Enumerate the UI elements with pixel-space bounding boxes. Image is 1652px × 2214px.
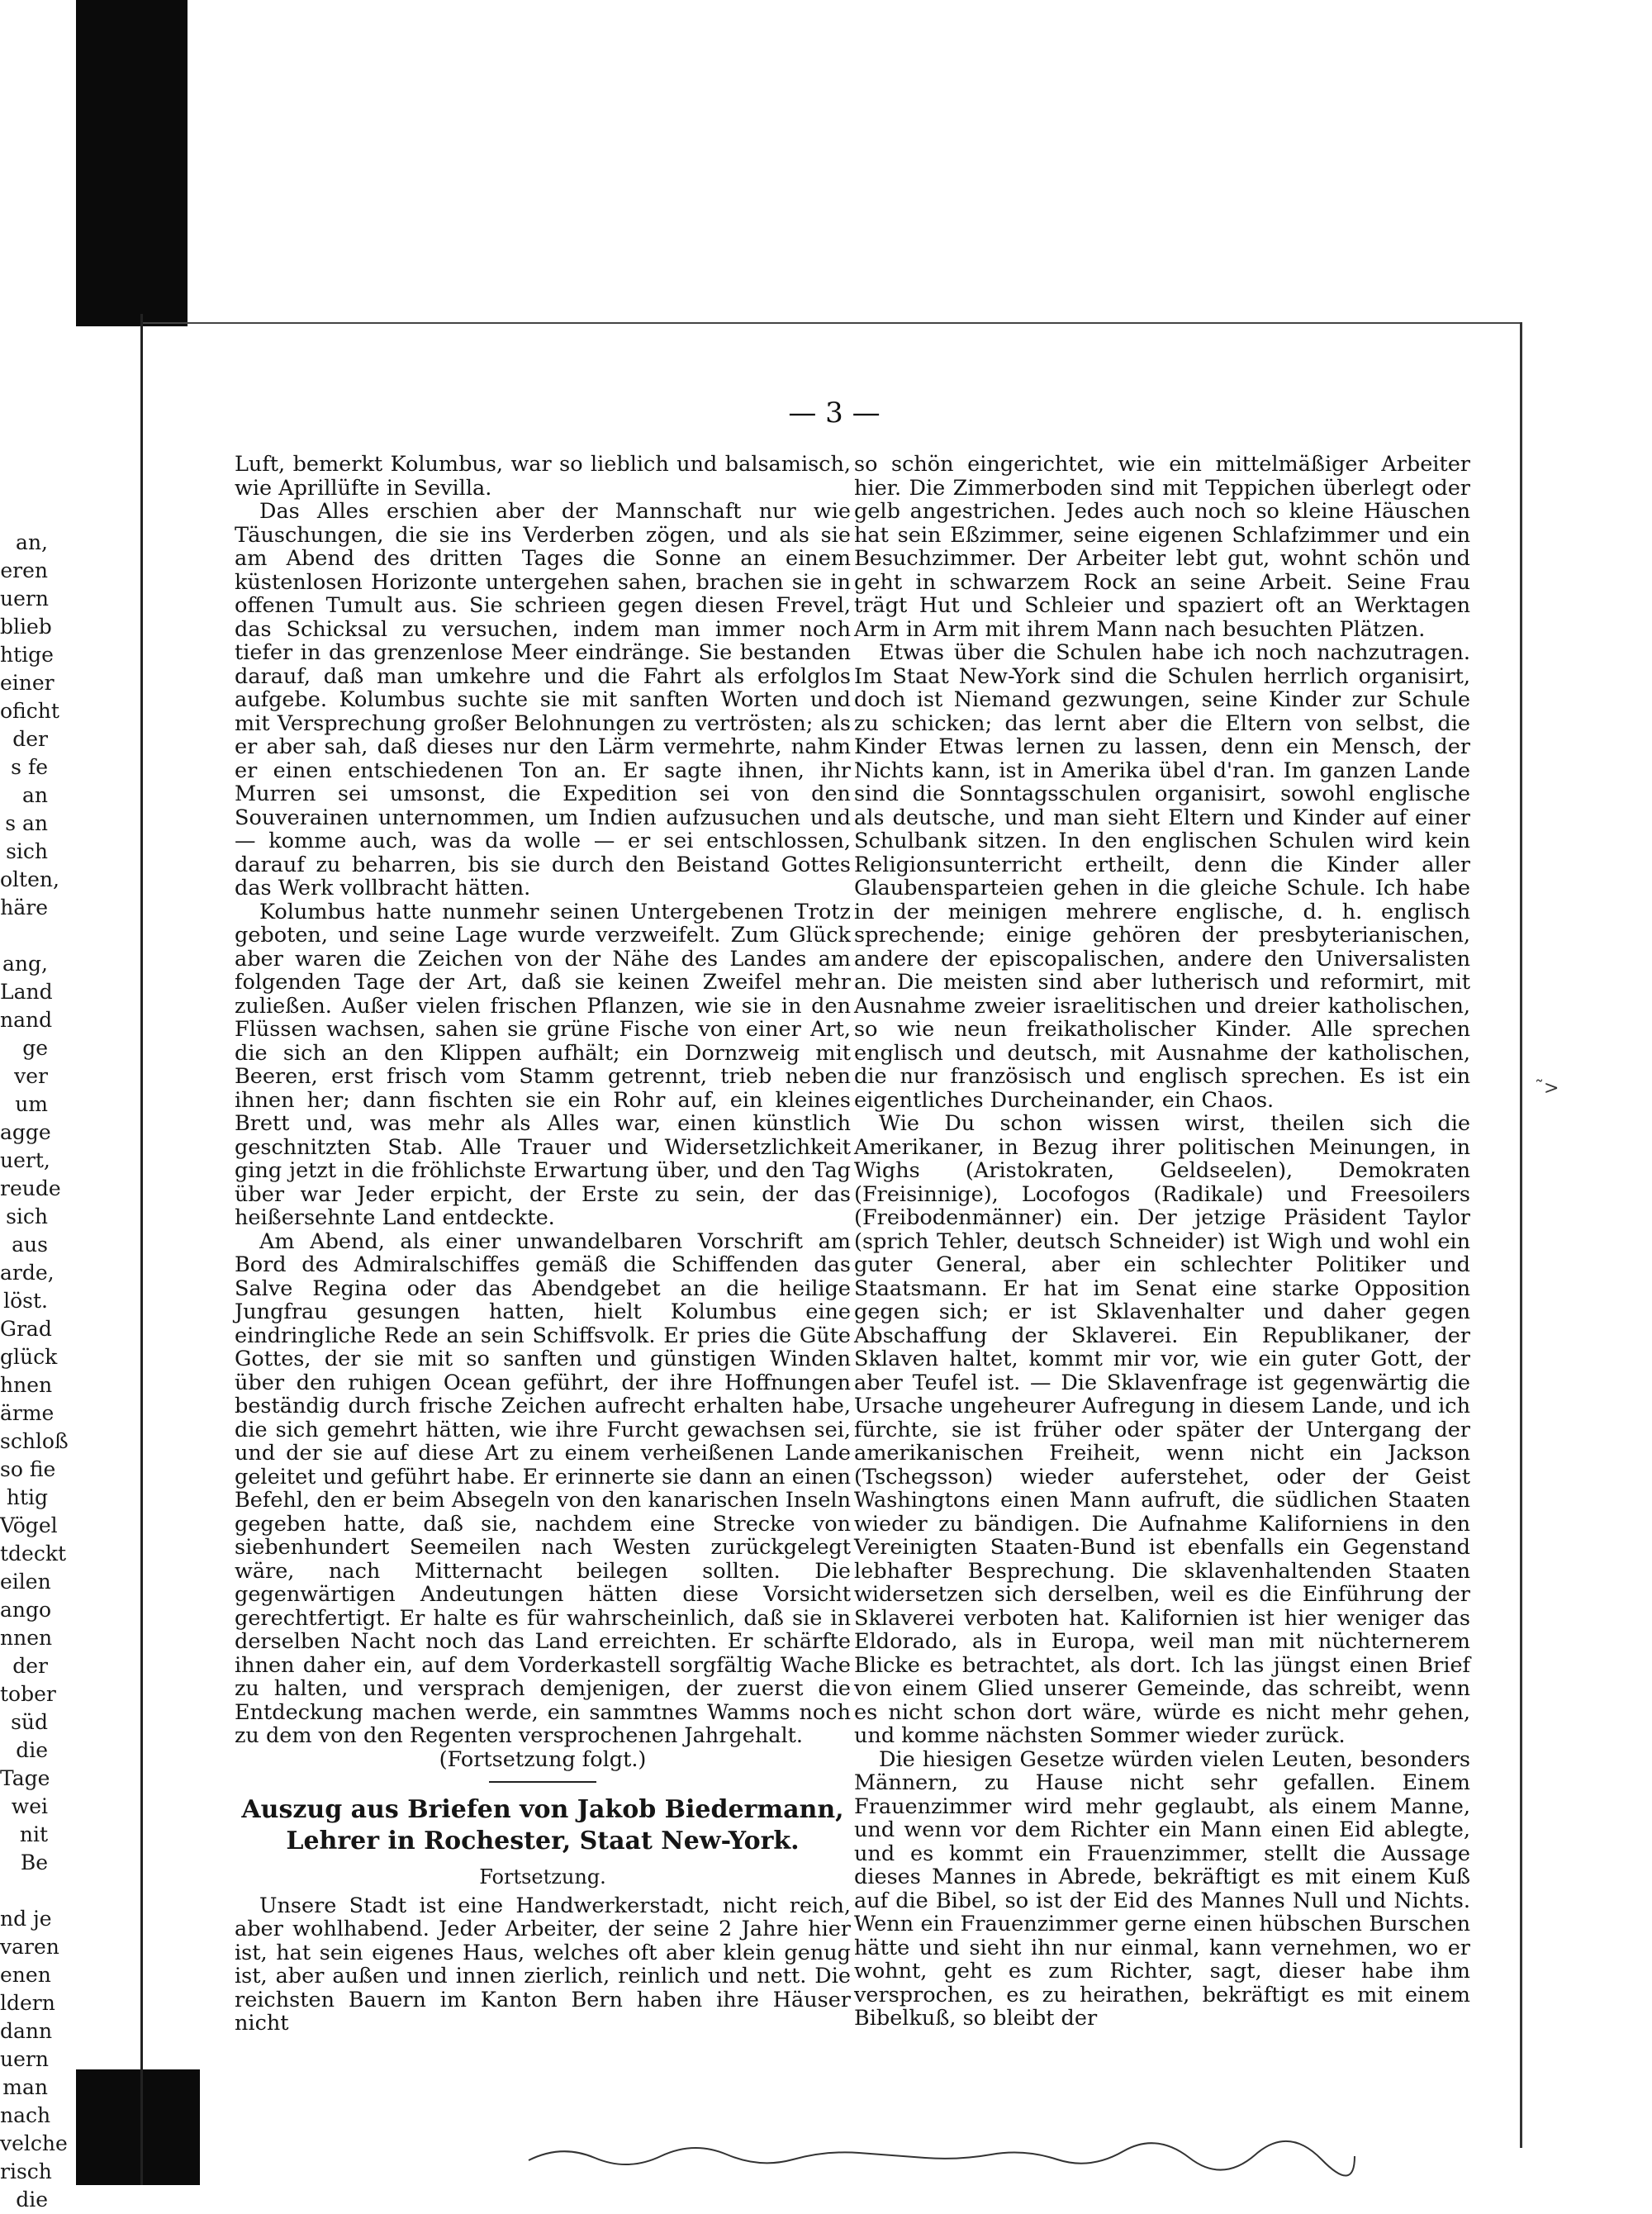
fragment-line: nd je — [0, 1907, 52, 1931]
fragment-line: häre — [0, 896, 48, 919]
left-column — [235, 453, 851, 2036]
fragment-line: ang, — [2, 952, 48, 976]
fragment-line: schloß — [0, 1429, 69, 1453]
fragment-line: die — [16, 2188, 48, 2212]
paragraph: Etwas über die Schulen habe ich noch nachzutragen. Im Staat New-York sind die Schulen herrlich organisirt, doch ist Niemand gezwungen, seine Kinder zur Schule zu schicken; das lernt aber die Eltern von selbst, die Kinder Etwas lernen zu lassen, denn ein Mensch, der Nichts kann, ist in Amerika übel d'ran. Im ganzen Lande sind die Sonntagsschulen organisirt, sowohl englische als deutsche, und man sieht Eltern und Kinder auf einer Schulbank sitzen. In den englischen Schulen wird kein Religionsunterricht ertheilt, denn die Kinder aller Glaubensparteien gehen in die gleiche Schule. Ich habe in der meinigen mehrere englische, d. h. englisch sprechende; einige gehören der presbyterianischen, andere der episcopalischen, andere den Universalisten an. Die meisten sind aber lutherisch und reformirt, mit Ausnahme zweier israelitischen und dreier katholischen, so wie neun freikatholischer Kinder. Alle sprechen englisch und deutsch, mit Ausnahme der katholischen, die nur französisch und englisch sprechen. Es ist ein eigentliches Durcheinander, ein Chaos. — [854, 640, 1470, 1113]
fragment-line: eren — [0, 558, 48, 582]
fragment-line: ldern — [0, 1991, 55, 2015]
fragment-line: eilen — [0, 1570, 51, 1594]
fragment-gap — [0, 922, 48, 950]
fragment-line: Land — [0, 980, 53, 1004]
fragment-line: so fie — [0, 1457, 56, 1481]
fragment-line: olten, — [0, 867, 59, 891]
fragment-line: uern — [0, 587, 49, 611]
section-divider — [489, 1781, 596, 1783]
paragraph: Unsere Stadt ist eine Handwerkerstadt, nicht reich, aber wohlhabend. Jeder Arbeiter, der seine 2 Jahre hier ist, hat sein eigenes Haus, welches oft aber klein genug ist, aber außen und innen zierlich, reinlich und nett. Die reichsten Bauern im Kanton Bern haben ihre Häuser nicht — [235, 1893, 851, 2036]
fragment-line: Be — [20, 1851, 48, 1874]
fragment-line: sich — [6, 839, 48, 863]
fragment-line: die — [16, 1738, 48, 1762]
page-spine — [140, 314, 143, 2185]
margin-mark: ˜> — [1535, 1078, 1559, 1099]
fragment-line: htige — [0, 643, 54, 667]
fragment-line: nit — [19, 1822, 48, 1846]
fragment-line: tdeckt — [0, 1542, 67, 1565]
fragment-line: nnen — [0, 1626, 53, 1650]
fragment-line: risch — [0, 2159, 52, 2183]
fragment-line: sich — [6, 1204, 48, 1228]
scan-border-top — [76, 0, 188, 326]
fragment-line: s fe — [11, 755, 48, 779]
fragment-line: der — [12, 727, 48, 751]
fragment-line: süd — [11, 1710, 48, 1734]
fragment-line: velche — [0, 2131, 68, 2155]
facing-page-fragments — [0, 529, 69, 2214]
paragraph: Luft, bemerkt Kolumbus, war so lieblich und balsamisch, wie Aprillüfte in Sevilla. — [235, 452, 851, 501]
fragment-line: glück — [0, 1345, 58, 1369]
fragment-line: wei — [11, 1794, 48, 1818]
fragment-line: reude — [0, 1176, 61, 1200]
fragment-line: man — [2, 2075, 48, 2099]
fragment-line: varen — [0, 1935, 59, 1959]
fragment-line: löst. — [3, 1289, 48, 1313]
fragment-line: ango — [0, 1598, 52, 1622]
fragment-line: uert, — [0, 1148, 50, 1172]
fragment-line: aus — [12, 1233, 48, 1257]
fragment-line: einer — [0, 671, 55, 695]
page-edge-right — [1520, 322, 1522, 2148]
article-heading: Auszug aus Briefen von Jakob Biedermann, Lehrer in Rochester, Staat New-York. — [241, 1795, 844, 1855]
fragment-line: s an — [5, 811, 48, 835]
fragment-line: der — [12, 1654, 48, 1678]
fragment-line: ärme — [0, 1401, 55, 1425]
fragment-gap — [0, 1877, 48, 1905]
fragment-line: tober — [0, 1682, 56, 1706]
fragment-line: uern — [0, 2047, 49, 2071]
fragment-line: ge — [22, 1036, 48, 1060]
fragment-line: agge — [0, 1120, 51, 1144]
fragment-line: Tage — [0, 1766, 50, 1790]
article-subheading: Fortsetzung. — [479, 1865, 606, 1889]
paragraph: Das Alles erschien aber der Mannschaft nur wie Täuschungen, die sie ins Verderben zögen, und als sie am Abend des dritten Tages die Sonne an einem küstenlosen Horizonte untergehen sahen, brachen sie in offenen Tumult aus. Sie schrieen gegen diesen Frevel, das Schicksal zu versuchen, indem man immer noch tiefer in das grenzenlose Meer eindränge. Sie bestanden darauf, daß man umkehre und die Fahrt als erfolglos aufgebe. Kolumbus suchte sie mit sanften Worten und mit Versprechung großer Belohnungen zu vertrösten; als er aber sah, daß dieses nur den Lärm vermehrte, nahm er einen entschiedenen Ton an. Er sagte ihnen, ihr Murren sei umsonst, die Expedition sei von den Souverainen unternommen, um Indien aufzusuchen und — komme auch, was da wolle — er sei entschlossen, darauf zu beharren, bis sie durch den Beistand Gottes das Werk vollbracht hätten. — [235, 499, 851, 900]
paragraph: so schön eingerichtet, wie ein mittelmäßiger Arbeiter hier. Die Zimmerboden sind mit Teppichen überlegt oder gelb angestrichen. Jedes auch noch so kleine Häuschen hat sein Eßzimmer, seine eigenen Schlafzimmer und ein Besuchzimmer. Der Arbeiter lebt gut, wohnt schön und geht in schwarzem Rock an seine Arbeit. Seine Frau trägt Hut und Schleier und spaziert oft an Werktagen Arm in Arm mit ihrem Mann nach besuchten Plätzen. — [854, 452, 1470, 642]
fragment-line: arde, — [0, 1261, 55, 1285]
fragment-line: blieb — [0, 615, 52, 639]
fragment-line: ver — [14, 1064, 48, 1088]
fragment-line: dann — [0, 2019, 53, 2043]
fragment-line: nach — [0, 2103, 51, 2127]
paragraph: Wie Du schon wissen wirst, theilen sich die Amerikaner, in Bezug ihrer politischen Meinungen, in Wighs (Aristokraten, Geldseelen), Demokraten (Freisinnige), Locofogos (Radikale) und Freesoilers (Freibodenmänner) ein. Der jetzige Präsident Taylor (sprich Tehler, deutsch Schneider) ist Wigh und wohl ein guter General, aber ein schlechter Politiker und Staatsmann. Er hat im Senat eine starke Opposition gegen sich; er ist Sklavenhalter und daher gegen Abschaffung der Sklaverei. Ein Republikaner, der Sklaven haltet, kommt mir vor, wie ein guter Gott, der aber Teufel ist. — Die Sklavenfrage ist gegenwärtig die Ursache ungeheurer Aufregung in diesem Lande, und ich fürchte, sie ist früher oder später der Untergang der amerikanischen Freiheit, wenn nicht ein Jackson (Tschegsson) wieder auferstehet, oder der Geist Washingtons einen Mann aufruft, die südlichen Staaten wieder zu bändigen. Die Aufnahme Kaliforniens in den Vereinigten Staaten-Bund ist ebenfalls ein Gegenstand lebhafter Besprechung. Die sklavenhaltenden Staaten widersetzen sich derselben, weil es die Einführung der Sklaverei verboten hat. Kalifornien ist hier weniger das Eldorado, als in Europa, weil man mit nüchternerem Blicke es betrachtet, als dort. Ich las jüngst einen Brief von einem Glied unserer Gemeinde, das schreibt, wenn es nicht schon dort wäre, würde es nicht mehr gehen, und komme nächsten Sommer wieder zurück. — [854, 1111, 1470, 1748]
fragment-line: hnen — [0, 1373, 53, 1397]
paragraph: Die hiesigen Gesetze würden vielen Leuten, besonders Männern, zu Hause nicht sehr gefallen. Einem Frauenzimmer wird mehr geglaubt, als einem Manne, und wenn vor dem Richter ein Mann einen Eid ablegte, und es kommt ein Frauenzimmer, stellt die Aussage dieses Mannes in Abrede, bekräftigt es mit einem Kuß auf die Bibel, so ist der Eid des Mannes Null und Nichts. Wenn ein Frauenzimmer gerne einen hübschen Burschen hätte und sieht ihn nur einmal, kann vernehmen, wo er wohnt, geht es zum Richter, sagt, dieser habe ihm versprochen, es zu heirathen, bekräftigt es mit einem Bibelkuß, so bleibt der — [854, 1746, 1470, 2031]
right-column — [854, 453, 1470, 2031]
page-number: — 3 — — [788, 397, 881, 430]
fragment-line: an, — [16, 530, 48, 554]
paragraph: Kolumbus hatte nunmehr seinen Untergebenen Trotz geboten, und seine Lage wurde verzweifelt. Zum Glück aber waren die Zeichen von der Nähe des Landes am folgenden Tage der Art, daß sie keinen Zweifel mehr zuließen. Außer vielen frischen Pflanzen, wie sie in den Flüssen wachsen, sahen sie grüne Fische von einer Art, die sich an den Klippen aufhält; ein Dornzweig mit Beeren, erst frisch vom Stamm getrennt, trieb neben ihnen her; dann fischten sie ein Rohr auf, ein kleines Brett und, was mehr als Alles war, einen künstlich geschnitzten Stab. Alle Trauer und Widersetzlichkeit ging jetzt in die fröhlichste Erwartung über, und den Tag über war Jeder erpicht, der Erste zu sein, der das heißersehnte Land entdeckte. — [235, 899, 851, 1230]
fragment-line: enen — [0, 1963, 51, 1987]
page-edge-top — [143, 322, 1522, 324]
fragment-line: nand — [0, 1008, 53, 1032]
continuation-note: (Fortsetzung folgt.) — [439, 1746, 647, 1772]
fragment-line: oficht — [0, 699, 59, 723]
fragment-line: an — [21, 783, 48, 807]
scan-border-bottom — [76, 2069, 200, 2185]
bottom-scan-artifact — [529, 2140, 1355, 2173]
fragment-line: um — [15, 1092, 48, 1116]
fragment-line: htig — [6, 1485, 48, 1509]
fragment-line: Vögel — [0, 1513, 58, 1537]
paragraph: Am Abend, als einer unwandelbaren Vorschrift am Bord des Admiralschiffes gemäß die Schiffenden das Salve Regina oder das Abendgebet an die heilige Jungfrau gesungen hatten, hielt Kolumbus eine eindringliche Rede an sein Schiffsvolk. Er pries die Güte Gottes, der sie mit so sanften und günstigen Winden über den ruhigen Ocean geführt, der ihre Hoffnungen beständig durch frische Zeichen aufrecht erhalten habe, die sich gemehrt hätten, wie ihre Furcht gewachsen sei, und der sie auf diese Art zu einem verheißenen Lande geleitet und geführt habe. Er erinnerte sie dann an einen Befehl, den er beim Absegeln von den kanarischen Inseln gegeben hatte, daß sie, nachdem eine Strecke von siebenhundert Seemeilen nach Westen zurückgelegt wäre, nach Mitternacht beilegen sollten. Die gegenwärtigen Andeutungen hätten diese Vorsicht gerechtfertigt. Er halte es für wahrscheinlich, daß sie in derselben Nacht noch das Land erreichten. Er schärfte ihnen daher ein, auf dem Vorderkastell sorgfältig Wache zu halten, und versprach demjenigen, der zuerst die Entdeckung machen werde, ein sammtnes Wamms noch zu dem von den Regenten versprochenen Jahrgehalt. — [235, 1228, 851, 1748]
fragment-line: Grad — [0, 1317, 52, 1341]
